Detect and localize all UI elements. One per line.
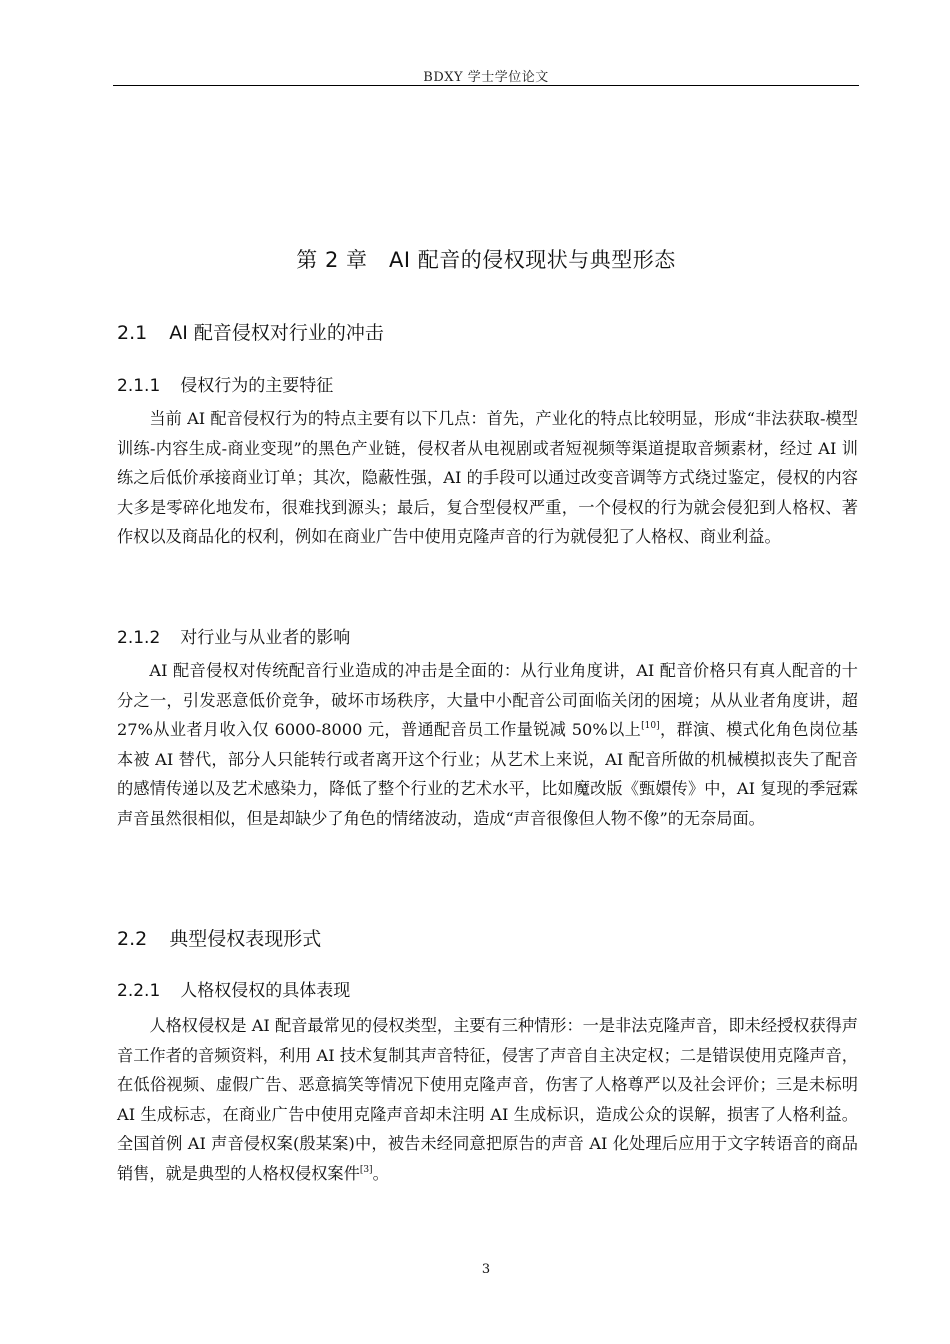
- section-heading-2-1: [117, 318, 384, 345]
- paragraph-2-2-1: [117, 1011, 858, 1189]
- running-header: BDXY 学士学位论文: [423, 70, 549, 85]
- subsection-number: 2.2.1: [117, 981, 161, 1001]
- subsection-heading-2-2-1: [117, 976, 350, 1001]
- paragraph-2-1-1: 当前 AI 配音侵权行为的特点主要有以下几点：首先，产业化的特点比较明显，形成“非法获取-模型训练-内容生成-商业变现”的黑色产业链，侵权者从电视剧或者短视频等渠道提取音频素材，经过 AI 训练之后低价承接商业订单；其次，隐蔽性强，AI 的手段可以通过改变音调等方式绕过鉴定，侵权的内容大多是零碎化地发布，很难找到源头；最后，复合型侵权严重，一个侵权的行为就会侵犯到人格权、著作权以及商品化的权利，例如在商业广告中使用克隆声音的行为就侵犯了人格权、商业利益。: [117, 409, 858, 547]
- section-heading-2-2: [117, 924, 321, 951]
- paragraph-text: 。: [372, 1163, 389, 1183]
- paragraph-text: AI 配音侵权对传统配音行业造成的冲击是全面的：从行业角度讲，AI 配音价格只有真人配音的十分之一，引发恶意低价竞争，破坏市场秩序，大量中小配音公司面临关闭的困境；从从业者角度讲，超 27%从业者月收入仅 6000-8000 元，普通配音员工作量锐减 50%以上: [117, 661, 858, 740]
- subsection-title: 对行业与从业者的影响: [180, 628, 351, 648]
- header-rule: [113, 85, 859, 86]
- chapter-title: 第 2 章 AI 配音的侵权现状与典型形态: [296, 248, 676, 272]
- subsection-heading-2-1-2: [117, 623, 350, 648]
- paragraph-text: ，群演、模式化角色岗位基本被 AI 替代，部分人只能转行或者离开这个行业；从艺术上来说，AI 配音所做的机械模拟丧失了配音的感情传递以及艺术感染力，降低了整个行业的艺术水平，比如魔改版《甄嬛传》中，AI 复现的季冠霖声音虽然很相似，但是却缺少了角色的情绪波动，造成“声音很像但人物不像”的无奈局面。: [117, 720, 858, 828]
- citation-3: [3]: [359, 1164, 373, 1175]
- section-number: 2.1: [117, 322, 148, 344]
- section-title: AI 配音侵权对行业的冲击: [169, 322, 384, 344]
- subsection-number: 2.1.2: [117, 628, 161, 648]
- subsection-number: 2.1.1: [117, 376, 161, 396]
- subsection-title: 侵权行为的主要特征: [180, 376, 334, 396]
- section-title: 典型侵权表现形式: [169, 928, 322, 950]
- citation-10: [10]: [641, 721, 660, 732]
- paragraph-2-1-2: [117, 656, 858, 834]
- section-number: 2.2: [117, 928, 148, 950]
- subsection-title: 人格权侵权的具体表现: [180, 981, 351, 1001]
- subsection-heading-2-1-1: [117, 371, 333, 396]
- paragraph-text: 人格权侵权是 AI 配音最常见的侵权类型，主要有三种情形：一是非法克隆声音，即未经授权获得声音工作者的音频资料，利用 AI 技术复制其声音特征，侵害了声音自主决定权；二是错误使用克隆声音，在低俗视频、虚假广告、恶意搞笑等情况下使用克隆声音，伤害了人格尊严以及社会评价；三是未标明 AI 生成标志，在商业广告中使用克隆声音却未注明 AI 生成标识，造成公众的误解，损害了人格利益。全国首例 AI 声音侵权案(殷某案)中，被告未经同意把原告的声音 AI 化处理后应用于文字转语音的商品销售，就是典型的人格权侵权案件: [117, 1016, 858, 1183]
- page-number: 3: [481, 1262, 491, 1277]
